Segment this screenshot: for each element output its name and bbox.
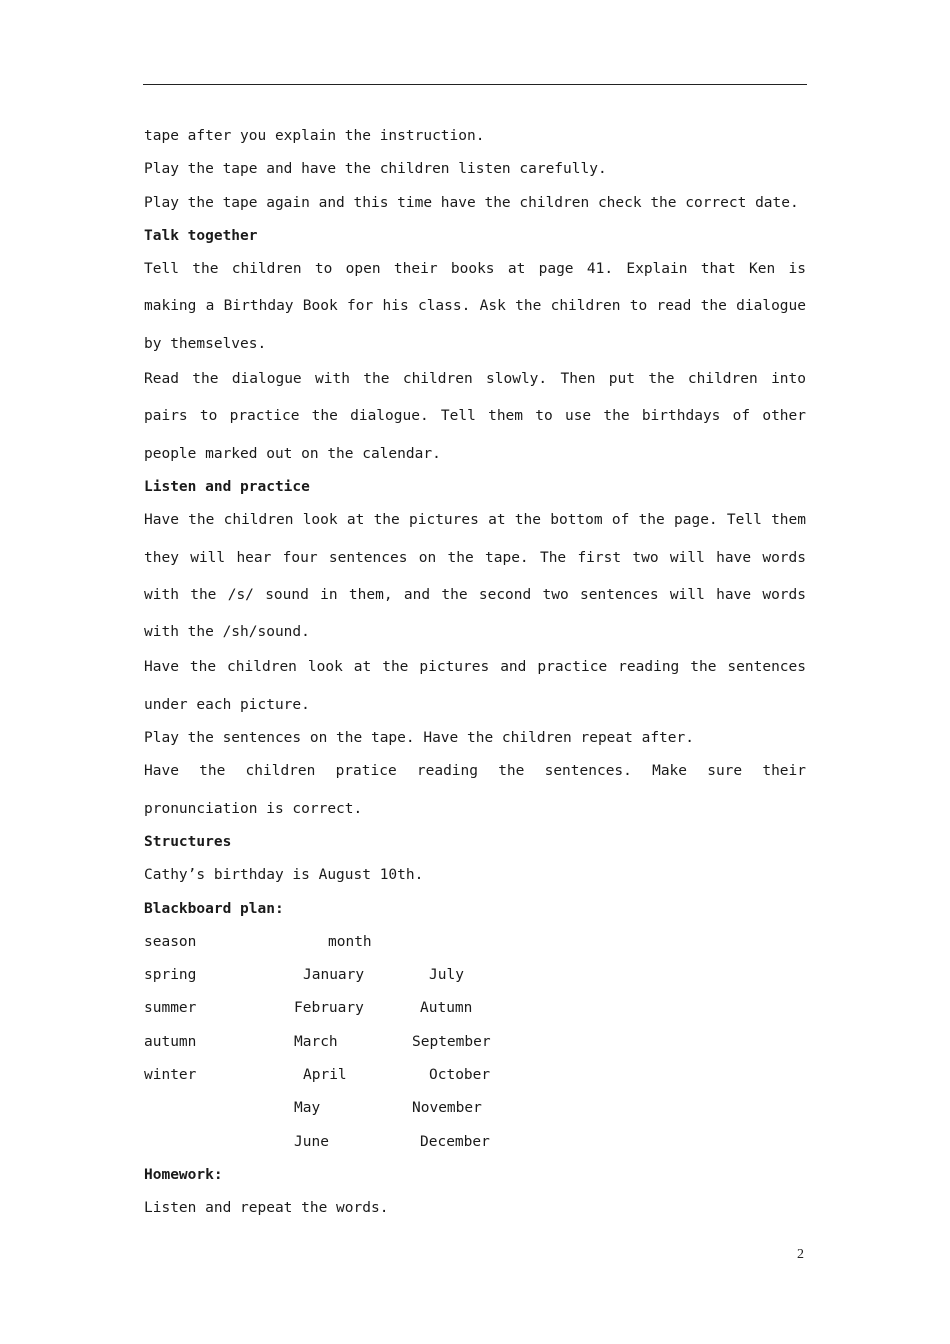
month-cell: month — [328, 933, 372, 950]
page-body — [144, 120, 806, 1226]
blackboard-plan-table — [144, 926, 806, 1159]
body-line: tape after you explain the instruction. — [144, 128, 485, 144]
month-cell: September — [412, 1033, 491, 1050]
body-line: Cathy’s birthday is August 10th. — [144, 867, 424, 884]
season-cell: winter — [144, 1067, 197, 1084]
blackboard-row — [144, 1059, 806, 1092]
month-cell: Autumn — [420, 1000, 473, 1017]
blackboard-row — [144, 959, 806, 992]
paragraph: Have the children look at the pictures and practice reading the sentences under each picture. — [144, 659, 806, 713]
section-heading-structures: Structures — [144, 833, 232, 850]
page-number: 2 — [797, 1247, 804, 1262]
paragraph: Have the children pratice reading the sentences. Make sure their pronunciation is correct. — [144, 763, 806, 817]
body-line: Play the tape and have the children listen carefully. — [144, 161, 607, 178]
paragraph: Tell the children to open their books at page 41. Explain that Ken is making a Birthday Book for his class. Ask the children to read the dialogue by themselves. — [144, 261, 806, 352]
blackboard-row — [144, 1092, 806, 1125]
section-heading-blackboard-plan: Blackboard plan: — [144, 900, 284, 917]
season-cell: spring — [144, 967, 197, 984]
header-rule — [143, 84, 807, 85]
month-cell: May — [294, 1100, 321, 1117]
section-heading-listen-and-practice: Listen and practice — [144, 478, 310, 495]
blackboard-row — [144, 1126, 806, 1159]
section-heading-talk-together: Talk together — [144, 227, 258, 244]
season-cell: autumn — [144, 1033, 197, 1050]
body-line: Play the sentences on the tape. Have the children repeat after. — [144, 730, 694, 747]
body-line: Play the tape again and this time have the children check the correct date. — [144, 194, 799, 211]
month-cell: April — [303, 1067, 347, 1084]
month-cell: February — [294, 1000, 364, 1017]
month-cell: July — [429, 967, 464, 984]
month-cell: November — [412, 1100, 482, 1117]
section-heading-homework: Homework: — [144, 1166, 223, 1183]
blackboard-row — [144, 1026, 806, 1059]
blackboard-row — [144, 926, 806, 959]
paragraph: Have the children look at the pictures at the bottom of the page. Tell them they will hear four sentences on the tape. The first two will have words with the /s/ sound in them, and the second two sentences will have words with the /sh/sound. — [144, 512, 806, 641]
blackboard-row — [144, 992, 806, 1025]
month-cell: December — [420, 1133, 490, 1150]
season-cell: summer — [144, 1000, 197, 1017]
month-cell: October — [429, 1067, 491, 1084]
body-line: Listen and repeat the words. — [144, 1200, 389, 1217]
season-cell: season — [144, 933, 197, 950]
month-cell: March — [294, 1033, 338, 1050]
month-cell: January — [303, 967, 365, 984]
month-cell: June — [294, 1133, 329, 1150]
paragraph: Read the dialogue with the children slowly. Then put the children into pairs to practice the dialogue. Tell them to use the birthdays of other people marked out on the calendar. — [144, 371, 806, 462]
